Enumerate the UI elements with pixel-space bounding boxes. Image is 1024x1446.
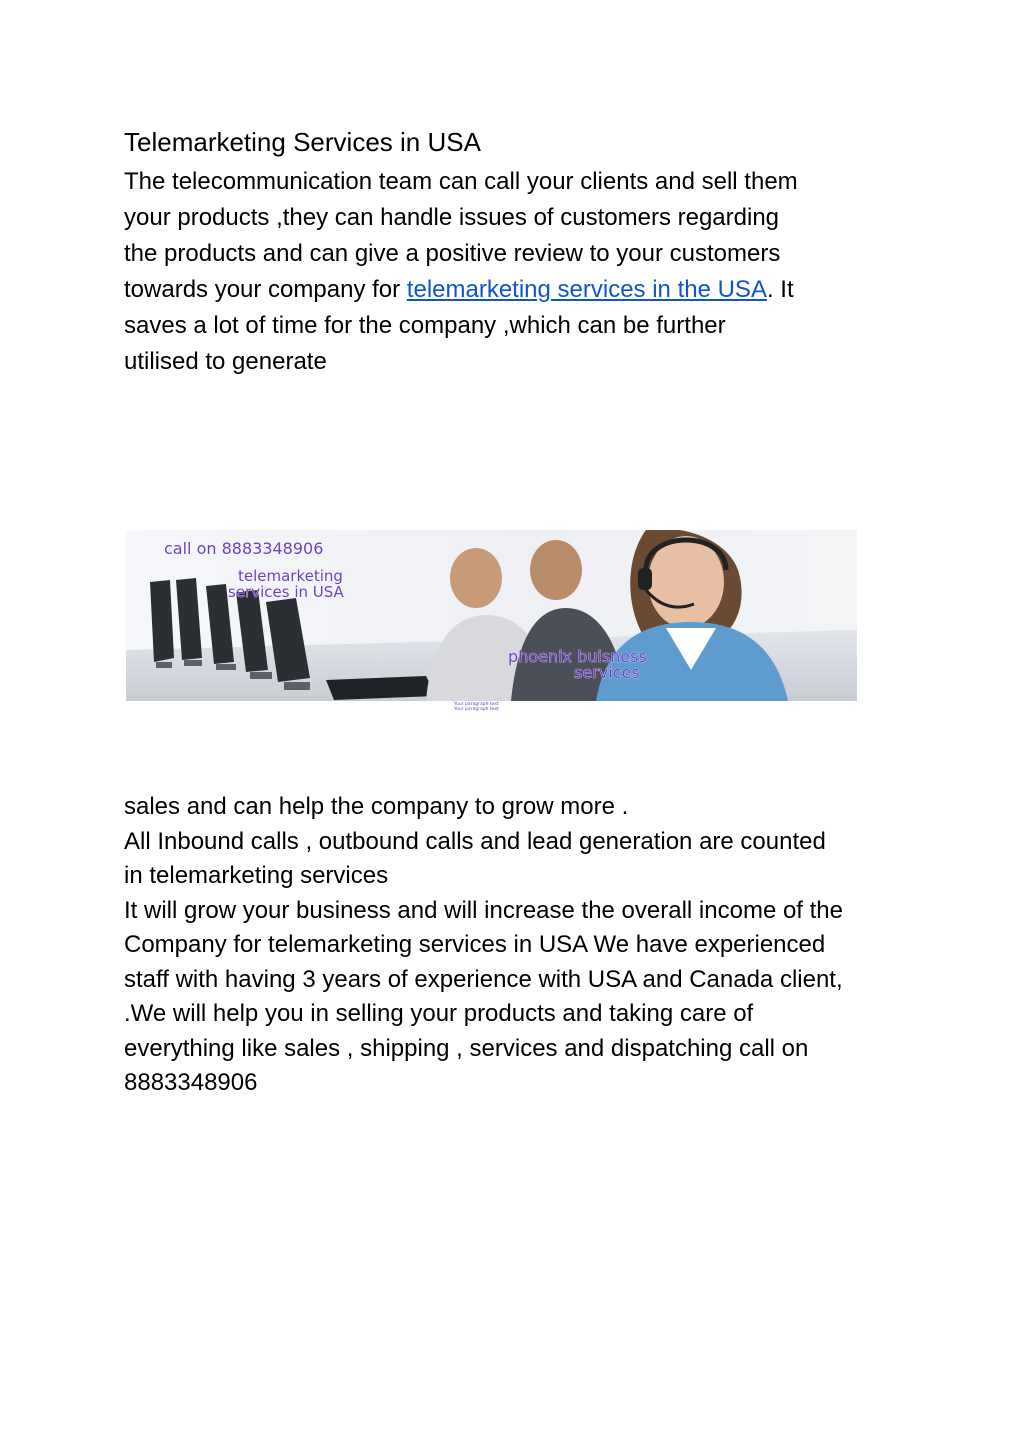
telemarketing-services-link[interactable]: telemarketing services in the USA xyxy=(406,276,767,303)
intro-text: . It xyxy=(766,276,794,303)
intro-line: The telecommunication team can call your clients and sell them xyxy=(124,168,798,195)
intro-line: the products and can give a positive review to your customers xyxy=(124,240,781,267)
image-services-text: services in USA xyxy=(228,583,344,601)
image-services-text-2: services xyxy=(574,663,640,682)
image-caption-line: Your paragraph text xyxy=(454,707,499,712)
intro-line: saves a lot of time for the company ,which can be further xyxy=(124,312,726,339)
promo-image xyxy=(126,530,857,701)
body-line: .We will help you in selling your products and taking care of xyxy=(124,1000,754,1027)
body-line: sales and can help the company to grow more . xyxy=(124,793,629,820)
image-company-text: phoenix buisness xyxy=(508,647,647,666)
body-line: in telemarketing services xyxy=(124,862,389,889)
intro-text: towards your company for xyxy=(124,276,407,303)
body-paragraph xyxy=(124,790,914,1101)
image-caption xyxy=(448,700,568,712)
page-title: Telemarketing Services in USA xyxy=(124,127,481,157)
image-call-text: call on 8883348906 xyxy=(164,539,324,558)
body-line: Company for telemarketing services in USA We have experienced xyxy=(124,931,826,958)
image-caption-line: Your paragraph text xyxy=(454,702,499,707)
promo-illustration xyxy=(126,530,857,701)
intro-paragraph xyxy=(124,164,914,380)
body-line: All Inbound calls , outbound calls and lead generation are counted xyxy=(124,827,826,855)
body-line: It will grow your business and will increase the overall income of the xyxy=(124,896,844,924)
intro-line-with-link xyxy=(124,272,914,308)
body-line: everything like sales , shipping , services and dispatching call on xyxy=(124,1034,809,1062)
intro-line: utilised to generate xyxy=(124,348,327,375)
image-telemarketing-text: telemarketing xyxy=(238,567,343,585)
body-line: staff with having 3 years of experience with USA and Canada client, xyxy=(124,965,843,993)
phone-number: 8883348906 xyxy=(124,1069,258,1096)
intro-line: your products ,they can handle issues of customers regarding xyxy=(124,204,780,231)
